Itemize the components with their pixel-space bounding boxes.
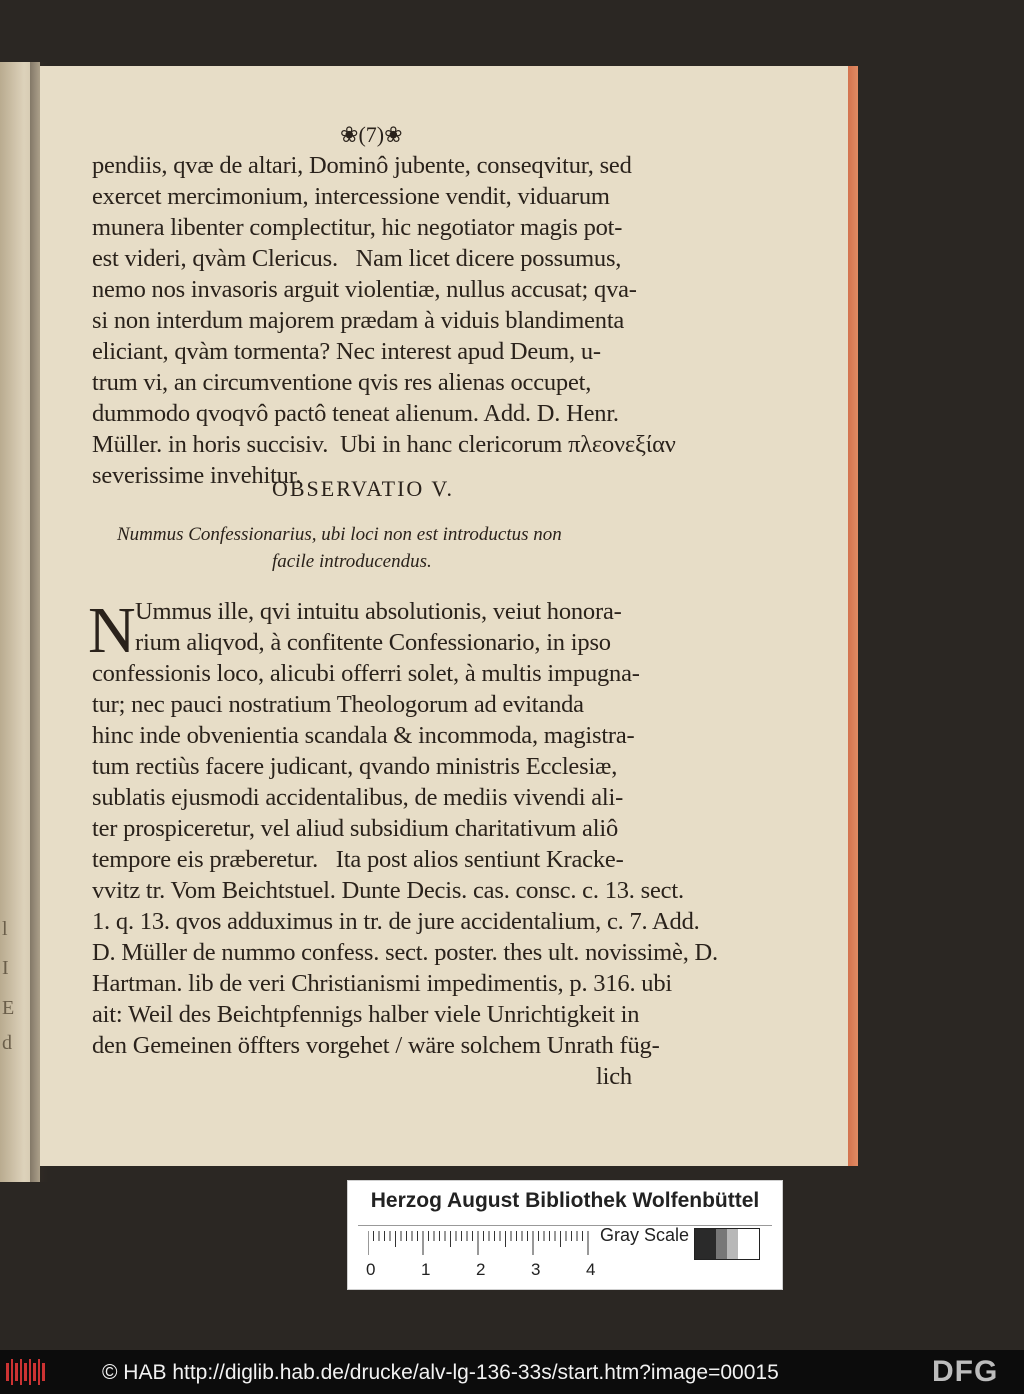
left-page-fragment: E xyxy=(2,997,15,1019)
text-line: dummodo qvoqvô pactô teneat alienum. Add. D. Henr. xyxy=(92,400,619,427)
scale-number: 1 xyxy=(421,1260,431,1279)
text-line: eliciant, qvàm tormenta? Nec interest apud Deum, u- xyxy=(92,338,601,365)
text-line: si non interdum majorem prædam à viduis blandimenta xyxy=(92,307,625,334)
text-line: est videri, qvàm Clericus. Nam licet dicere possumus, xyxy=(92,245,622,272)
left-page-fragment: I xyxy=(2,957,9,979)
text-line: trum vi, an circumventione qvis res alienas occupet, xyxy=(92,369,592,396)
calibration-card xyxy=(347,1180,783,1290)
text-line: ter prospiceretur, vel aliud subsidium charitativum aliô xyxy=(92,815,618,842)
footer-copyright-link[interactable]: © HAB http://diglib.hab.de/drucke/alv-lg-136-33s/start.htm?image=00015 xyxy=(102,1361,779,1384)
text-line: Müller. in horis succisiv. Ubi in hanc clericorum πλεονεξίαν xyxy=(92,431,676,458)
card-title: Herzog August Bibliothek Wolfenbüttel xyxy=(370,1189,760,1212)
gray-scale-swatch-icon xyxy=(694,1228,760,1260)
text-line: 1. q. 13. qvos adduximus in tr. de jure accidentalium, c. 7. Add. xyxy=(92,908,700,935)
page-number-row xyxy=(340,122,403,148)
section-heading: OBSERVATIO V. xyxy=(272,476,454,501)
scale-number: 3 xyxy=(531,1260,541,1279)
text-line: hinc inde obvenientia scandala & incommoda, magistra- xyxy=(92,722,635,749)
text-line: pendiis, qvæ de altari, Dominô jubente, conseqvitur, sed xyxy=(92,152,632,179)
ornament-right-icon: ❀ xyxy=(384,122,403,147)
text-line: tur; nec pauci nostratium Theologorum ad evitanda xyxy=(92,691,584,718)
section-subtitle-line: Nummus Confessionarius, ubi loci non est introductus non xyxy=(117,524,562,545)
text-line: Hartman. lib de veri Christianismi impedimentis, p. 316. ubi xyxy=(92,970,673,997)
page-number: (7) xyxy=(358,122,385,147)
dfg-logo: DFG xyxy=(932,1355,999,1388)
text-line: den Gemeinen öffters vorgehet / wäre solchem Unrath füg- xyxy=(92,1032,660,1059)
text-line: munera libenter complectitur, hic negotiator magis pot- xyxy=(92,214,623,241)
barcode-logo-icon xyxy=(6,1359,48,1385)
section-subtitle-line: facile introducendus. xyxy=(272,551,432,572)
text-line: Ummus ille, qvi intuitu absolutionis, veiut honora- xyxy=(135,598,622,625)
text-line: tempore eis præberetur. Ita post alios sentiunt Kracke- xyxy=(92,846,624,873)
text-line: confessionis loco, alicubi offerri solet, à multis impugna- xyxy=(92,660,640,687)
text-line: vvitz tr. Vom Beichtstuel. Dunte Decis. cas. consc. c. 13. sect. xyxy=(92,877,684,904)
text-line: D. Müller de nummo confess. sect. poster. thes ult. novissimè, D. xyxy=(92,939,718,966)
ruler-icon xyxy=(368,1231,593,1259)
left-page-fragment: l xyxy=(2,918,8,940)
text-line: tum rectiùs facere judicant, qvando ministris Ecclesiæ, xyxy=(92,753,618,780)
text-line: sublatis ejusmodi accidentalibus, de mediis vivendi ali- xyxy=(92,784,624,811)
text-line: severissime invehitur. xyxy=(92,462,302,489)
card-divider xyxy=(358,1225,772,1226)
scale-number: 2 xyxy=(476,1260,486,1279)
scale-number: 4 xyxy=(586,1260,596,1279)
ornament-left-icon: ❀ xyxy=(340,122,359,147)
text-line: ait: Weil des Beichtpfennigs halber viele Unrichtigkeit in xyxy=(92,1001,640,1028)
left-page-fragment: d xyxy=(2,1032,12,1054)
catchword: lich xyxy=(596,1063,632,1090)
text-line: rium aliqvod, à confitente Confessionario, in ipso xyxy=(135,629,611,656)
text-line: nemo nos invasoris arguit violentiæ, nullus accusat; qva- xyxy=(92,276,637,303)
drop-cap: N xyxy=(88,594,136,667)
text-line: exercet mercimonium, intercessione vendit, viduarum xyxy=(92,183,610,210)
gray-scale-label: Gray Scale xyxy=(600,1225,690,1245)
scale-number: 0 xyxy=(366,1260,376,1279)
